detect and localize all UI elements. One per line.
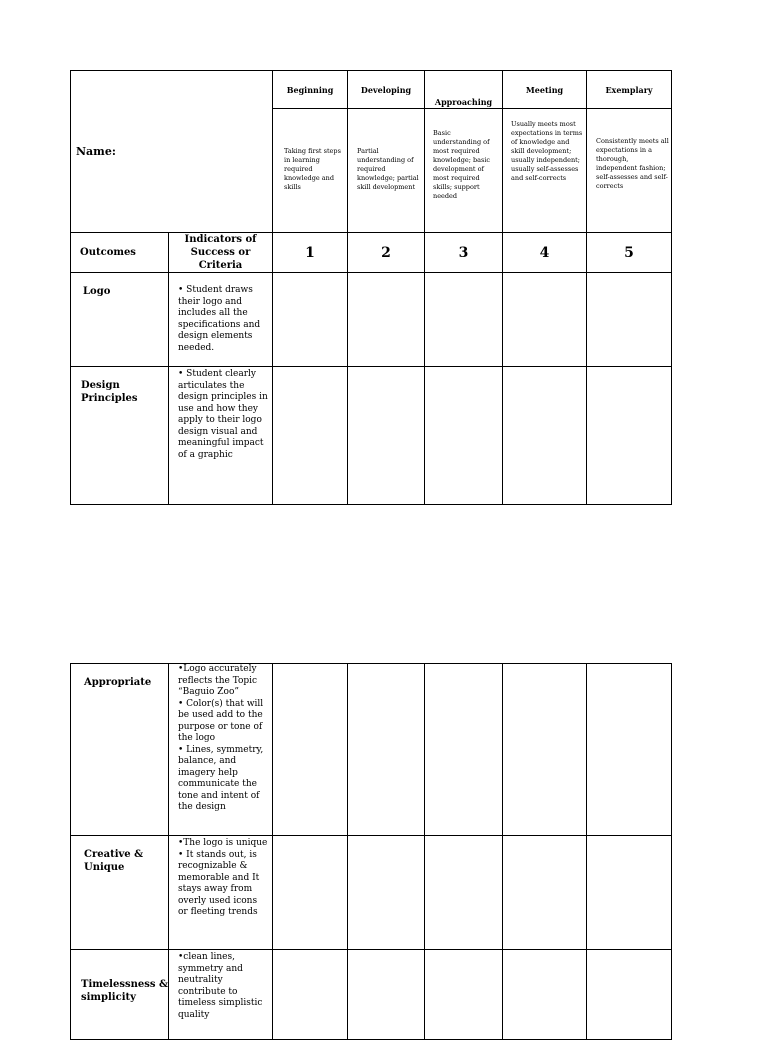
score-cell[interactable] — [587, 273, 672, 367]
outcome-timelessness-simplicity: Timelessness & simplicity — [71, 950, 169, 1040]
score-cell[interactable] — [425, 836, 503, 950]
score-cell[interactable] — [425, 950, 503, 1040]
score-cell[interactable] — [348, 664, 425, 836]
score-cell[interactable] — [425, 273, 503, 367]
level-exemplary-desc: Consistently meets all expectations in a thorough, independent fashion; self-assesses and self-corrects — [587, 109, 672, 233]
outcome-appropriate: Appropriate — [71, 664, 169, 836]
table-row — [71, 950, 672, 1040]
score-cell[interactable] — [348, 836, 425, 950]
score-5-header: 5 — [587, 233, 672, 273]
score-cell[interactable] — [273, 664, 348, 836]
score-cell[interactable] — [503, 950, 587, 1040]
rubric-table-bottom — [70, 663, 672, 1040]
criteria-timelessness-simplicity: •clean lines, symmetry and neutrality contribute to timeless simplistic quality — [169, 950, 273, 1040]
score-cell[interactable] — [587, 664, 672, 836]
outcome-design-principles: Design Principles — [71, 367, 169, 505]
rubric-table-top — [70, 70, 672, 505]
score-cell[interactable] — [273, 273, 348, 367]
level-approaching-desc: Basic understanding of most required knowledge; basic development of most required skills; support needed — [425, 109, 503, 233]
level-developing-desc: Partial understanding of required knowledge; partial skill development — [348, 109, 425, 233]
score-cell[interactable] — [503, 273, 587, 367]
outcomes-header: Outcomes — [71, 233, 169, 273]
level-approaching-label: Approaching — [425, 71, 503, 109]
criteria-design-principles: • Student clearly articulates the design principles in use and how they apply to their logo design visual and meaningful impact of a graphic — [169, 367, 273, 505]
score-cell[interactable] — [425, 664, 503, 836]
score-cell[interactable] — [348, 950, 425, 1040]
score-cell[interactable] — [587, 836, 672, 950]
score-cell[interactable] — [503, 367, 587, 505]
level-meeting-desc: Usually meets most expectations in terms of knowledge and skill development; usually independent; usually self-assesses and self-corrects — [503, 109, 587, 233]
level-beginning-label: Beginning — [273, 71, 348, 109]
name-label: Name: — [71, 71, 273, 233]
table-row — [71, 367, 672, 505]
outcome-logo: Logo — [71, 273, 169, 367]
score-1-header: 1 — [273, 233, 348, 273]
criteria-logo: • Student draws their logo and includes all the specifications and design elements needed. — [169, 273, 273, 367]
score-cell[interactable] — [348, 367, 425, 505]
score-3-header: 3 — [425, 233, 503, 273]
score-4-header: 4 — [503, 233, 587, 273]
table-row — [71, 273, 672, 367]
score-cell[interactable] — [587, 950, 672, 1040]
level-meeting-label: Meeting — [503, 71, 587, 109]
score-cell[interactable] — [503, 836, 587, 950]
score-cell[interactable] — [273, 836, 348, 950]
score-cell[interactable] — [273, 950, 348, 1040]
level-beginning-desc: Taking first steps in learning required knowledge and skills — [273, 109, 348, 233]
table-row — [71, 664, 672, 836]
score-cell[interactable] — [273, 367, 348, 505]
score-cell[interactable] — [587, 367, 672, 505]
level-exemplary-label: Exemplary — [587, 71, 672, 109]
score-cell[interactable] — [503, 664, 587, 836]
criteria-appropriate: •Logo accurately reflects the Topic “Baguio Zoo” • Color(s) that will be used add to the purpose or tone of the logo • Lines, symmetry, balance, and imagery help communicate the tone and intent of the design — [169, 664, 273, 836]
score-2-header: 2 — [348, 233, 425, 273]
indicators-header: Indicators of Success or Criteria — [169, 233, 273, 273]
score-cell[interactable] — [425, 367, 503, 505]
score-cell[interactable] — [348, 273, 425, 367]
outcome-creative-unique: Creative & Unique — [71, 836, 169, 950]
level-developing-label: Developing — [348, 71, 425, 109]
criteria-creative-unique: •The logo is unique • It stands out, is recognizable & memorable and It stays away from overly used icons or fleeting trends — [169, 836, 273, 950]
table-row — [71, 836, 672, 950]
